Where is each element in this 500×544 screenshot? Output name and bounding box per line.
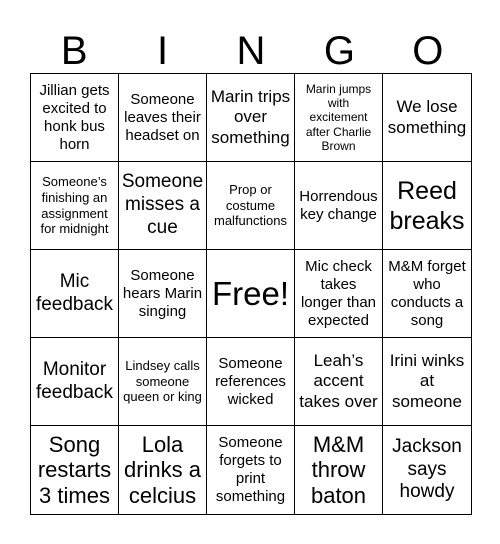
bingo-cell[interactable]: Lindsey calls someone queen or king: [119, 338, 207, 426]
free-space[interactable]: Free!: [207, 250, 295, 338]
bingo-cell[interactable]: Jillian gets excited to honk bus horn: [31, 74, 119, 162]
header-letter-b: B: [60, 29, 88, 73]
bingo-cell[interactable]: Prop or costume malfunctions: [207, 162, 295, 250]
bingo-cell[interactable]: Someone references wicked: [207, 338, 295, 426]
bingo-cell[interactable]: Marin jumps with excitement after Charlie Brown: [295, 74, 383, 162]
bingo-cell[interactable]: Horrendous key change: [295, 162, 383, 250]
bingo-cell[interactable]: Lola drinks a celcius: [119, 426, 207, 514]
bingo-cell[interactable]: Someone leaves their headset on: [119, 74, 207, 162]
bingo-cell[interactable]: Irini winks at someone: [383, 338, 471, 426]
header-letter-n: N: [236, 29, 266, 73]
bingo-cell[interactable]: Reed breaks: [383, 162, 471, 250]
header-letter-i: I: [157, 29, 169, 73]
header-letter-o: O: [412, 29, 444, 73]
bingo-cell[interactable]: Someone forgets to print something: [207, 426, 295, 514]
bingo-cell[interactable]: Jackson says howdy: [392, 435, 462, 503]
bingo-cell[interactable]: Marin trips over something: [207, 74, 295, 162]
bingo-cell[interactable]: We lose something: [383, 74, 471, 162]
bingo-header: [30, 30, 472, 72]
bingo-cell[interactable]: Mic feedback: [31, 250, 119, 338]
bingo-cell[interactable]: Someone’s finishing an assignment for midnight: [31, 162, 119, 250]
bingo-cell[interactable]: Mic check takes longer than expected: [295, 250, 383, 338]
header-letter-g: G: [323, 29, 355, 73]
bingo-cell[interactable]: Song restarts 3 times: [31, 426, 119, 514]
bingo-cell[interactable]: M&M throw baton: [295, 426, 383, 514]
bingo-card: [30, 73, 472, 515]
bingo-cell[interactable]: Someone hears Marin singing: [119, 250, 207, 338]
bingo-cell[interactable]: Monitor feedback: [31, 338, 119, 426]
bingo-cell[interactable]: M&M forget who conducts a song: [383, 250, 471, 338]
bingo-cell[interactable]: Someone misses a cue: [119, 162, 207, 250]
bingo-cell[interactable]: Leah’s accent takes over: [295, 338, 383, 426]
